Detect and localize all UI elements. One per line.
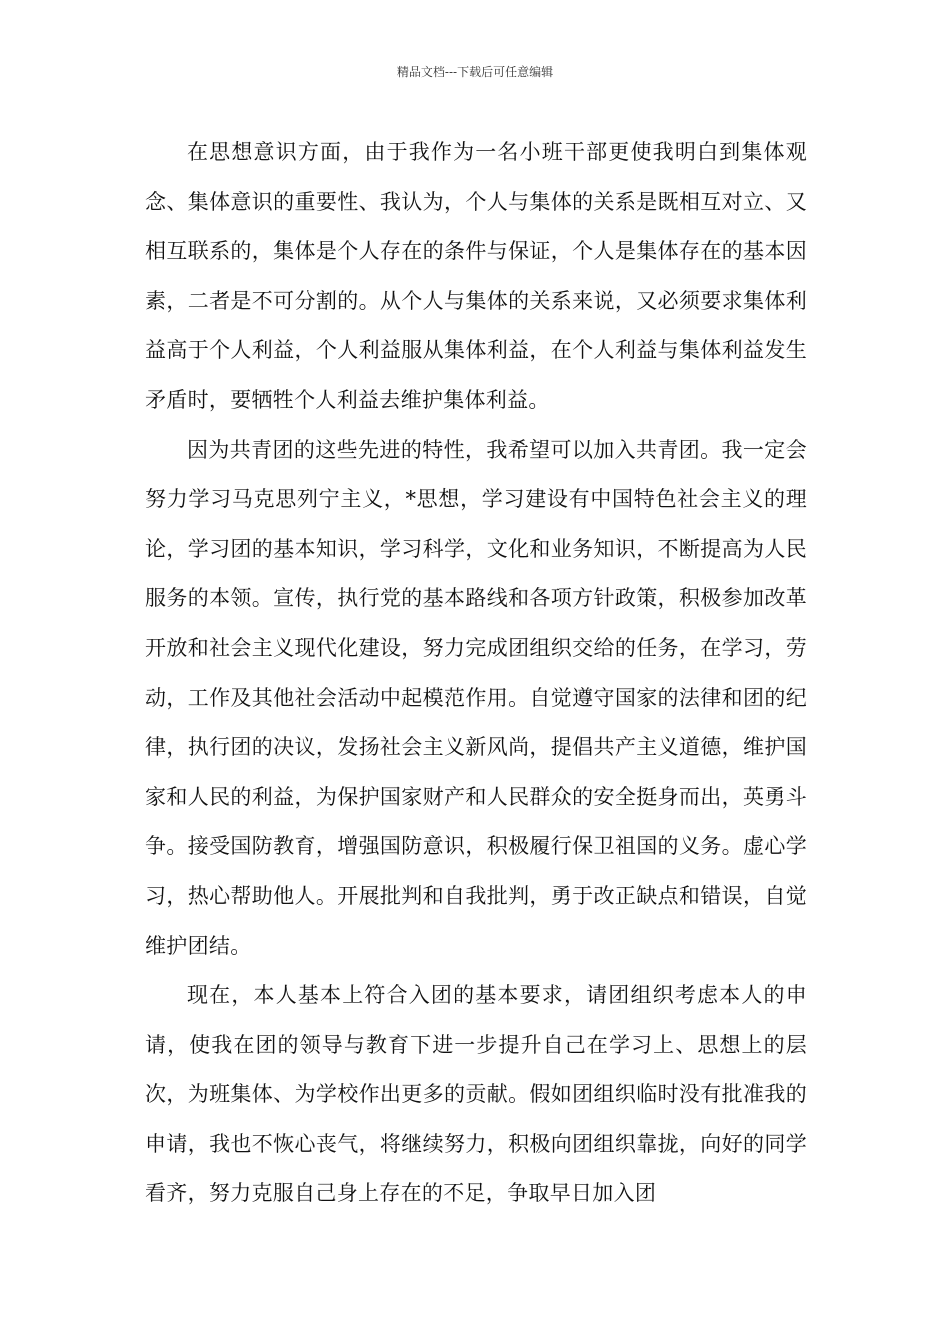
paragraph-application-request: 现在，本人基本上符合入团的基本要求，请团组织考虑本人的申请，使我在团的领导与教育下进一步提升自己在学习上、思想上的层次，为班集体、为学校作出更多的贡献。假如团组织临时没有批准我的申请，我也不恢心丧气，将继续努力，积极向团组织靠拢，向好的同学看齐，努力克服自己身上存在的不足，争取早日加入团 [145, 983, 807, 1206]
paragraph-thought-awareness: 在思想意识方面，由于我作为一名小班干部更使我明白到集体观念、集体意识的重要性、我认为，个人与集体的关系是既相互对立、又相互联系的，集体是个人存在的条件与保证，个人是集体存在的基本因素，二者是不可分割的。从个人与集体的关系来说，又必须要求集体利益高于个人利益，个人利益服从集体利益，在个人利益与集体利益发生矛盾时，要牺牲个人利益去维护集体利益。 [145, 140, 807, 412]
page-header: 精品文档---下载后可任意编辑 [396, 65, 554, 79]
paragraph-league-commitments: 因为共青团的这些先进的特性，我希望可以加入共青团。我一定会努力学习马克思列宁主义，*思想，学习建设有中国特色社会主义的理论，学习团的基本知识，学习科学，文化和业务知识，不断提高为人民服务的本领。宣传，执行党的基本路线和各项方针政策，积极参加改革开放和社会主义现代化建设，努力完成团组织交给的任务，在学习，劳动，工作及其他社会活动中起模范作用。自觉遵守国家的法律和团的纪律，执行团的决议，发扬社会主义新风尚，提倡共产主义道德，维护国家和人民的利益，为保护国家财产和人民群众的安全挺身而出，英勇斗争。接受国防教育，增强国防意识，积极履行保卫祖国的义务。虚心学习，热心帮助他人。开展批判和自我批判，勇于改正缺点和错误，自觉维护团结。 [145, 437, 807, 958]
document-body [145, 128, 807, 1219]
